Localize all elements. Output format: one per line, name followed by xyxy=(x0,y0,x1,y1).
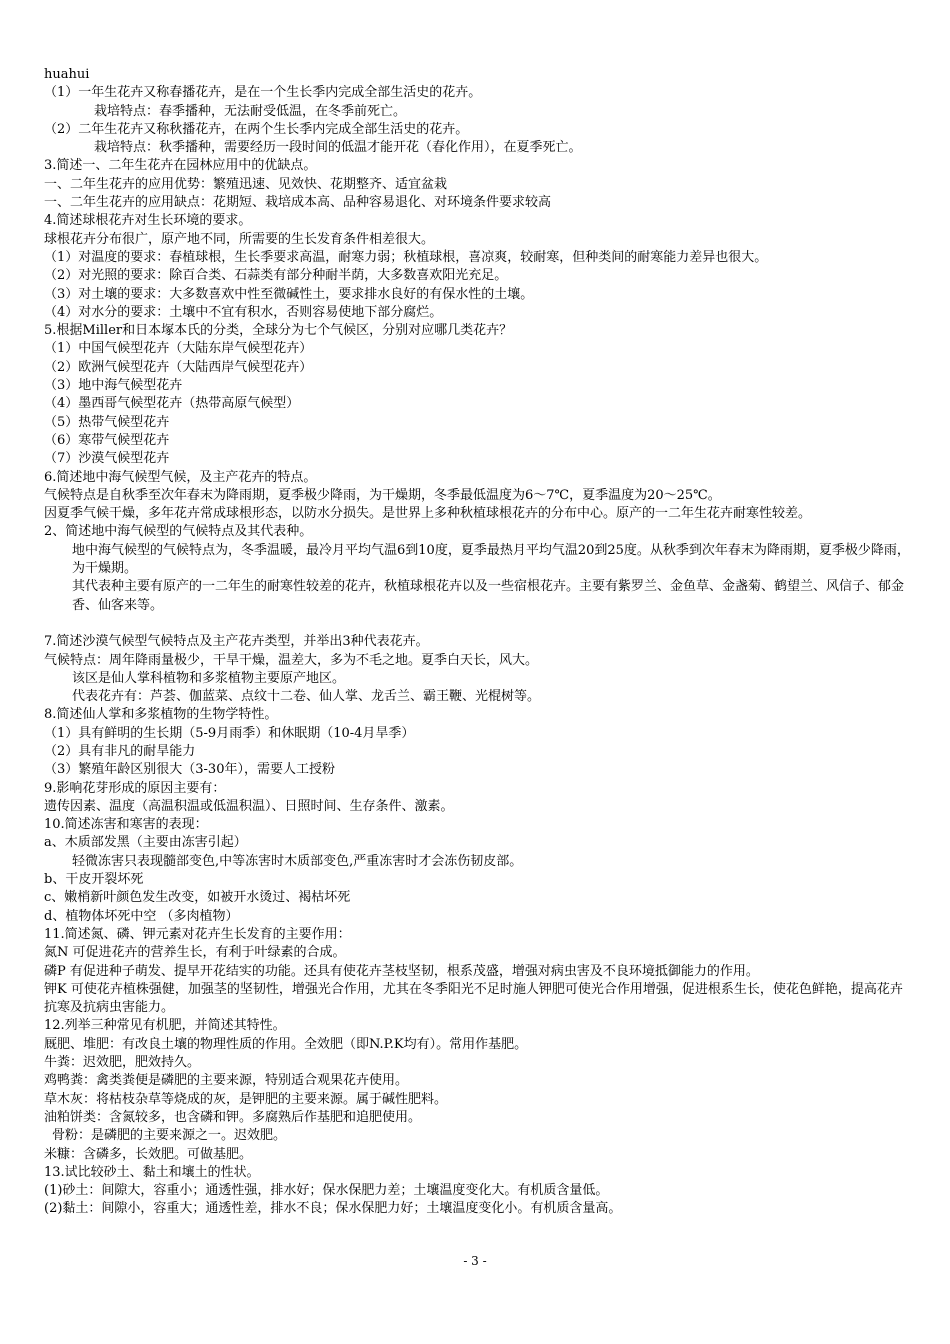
text-line: 遗传因素、温度（高温积温或低温积温）、日照时间、生存条件、激素。 xyxy=(44,798,454,814)
text-line: 氮N 可促进花卉的营养生长，有利于叶绿素的合成。 xyxy=(44,945,346,961)
text-line: （4）对水分的要求：土壤中不宜有积水，否则容易使地下部分腐烂。 xyxy=(44,304,443,320)
text-line: 栽培特点：秋季播种，需要经历一段时间的低温才能开花（春化作用），在夏季死亡。 xyxy=(94,140,582,156)
text-line: 该区是仙人掌科植物和多浆植物主要原产地区。 xyxy=(72,670,346,686)
text-line: (2)黏土：间隙小，容重大；通透性差，排水不良；保水保肥力好；土壤温度变化小。有机质含量高。 xyxy=(44,1201,622,1217)
text-line: 米糠：含磷多，长效肥。可做基肥。 xyxy=(44,1146,253,1162)
list-item: （2）具有非凡的耐旱能力 xyxy=(44,743,196,759)
text-line: 一、二年生花卉的应用缺点：花期短、栽培成本高、品种容易退化、对环境条件要求较高 xyxy=(44,195,552,211)
text-line: 因夏季气候干燥，多年花卉常成球根形态，以防水分损失。是世界上多种秋植球根花卉的分布中心。原产的一二年生花卉耐寒性较差。 xyxy=(44,506,812,522)
section-heading: 10.简述冻害和寒害的表现： xyxy=(44,817,208,833)
list-item: （2）欧洲气候型花卉（大陆西岸气候型花卉） xyxy=(44,359,313,375)
list-item: b、干皮开裂坏死 xyxy=(44,872,144,888)
section-heading: 8.简述仙人掌和多浆植物的生物学特性。 xyxy=(44,707,278,723)
text-line: 气候特点是自秋季至次年春末为降雨期，夏季极少降雨，为干燥期，冬季最低温度为6～7℃，夏季温度为20～25℃。 xyxy=(44,487,721,503)
text-line: （2）二年生花卉又称秋播花卉，在两个生长季内完成全部生活史的花卉。 xyxy=(44,121,469,137)
paragraph: 其代表种主要有原产的一二年生的耐寒性较差的花卉，秋植球根花卉以及一些宿根花卉。主要有紫罗兰、金鱼草、金盏菊、鹤望兰、风信子、郁金香、仙客来等。 xyxy=(72,579,905,613)
section-heading: 5.根据Miller和日本塚本氏的分类，全球分为七个气候区，分别对应哪几类花卉？ xyxy=(44,323,513,339)
section-heading: 12.列举三种常见有机肥，并简述其特性。 xyxy=(44,1018,286,1034)
list-item: c、嫩梢新叶颜色发生改变，如被开水烫过、褐枯坏死 xyxy=(44,890,351,906)
text-line: 轻微冻害只表现髓部变色,中等冻害时木质部变色,严重冻害时才会冻伤韧皮部。 xyxy=(72,853,523,869)
text-line: 栽培特点：春季播种，无法耐受低温，在冬季前死亡。 xyxy=(94,103,407,119)
text-line: （3）对土壤的要求：大多数喜欢中性至微碱性土，要求排水良好的有保水性的土壤。 xyxy=(44,286,534,302)
list-item: （1）中国气候型花卉（大陆东岸气候型花卉） xyxy=(44,341,313,357)
text-line: 草木灰：将枯枝杂草等烧成的灰，是钾肥的主要来源。属于碱性肥料。 xyxy=(44,1091,448,1107)
section-heading: 3.简述一、二年生花卉在园林应用中的优缺点。 xyxy=(44,158,317,174)
list-item: （4）墨西哥气候型花卉（热带高原气候型） xyxy=(44,396,300,412)
section-heading: 13.试比较砂土、黏土和壤土的性状。 xyxy=(44,1164,260,1180)
text-line: （1）对温度的要求：春植球根，生长季要求高温，耐寒力弱；秋植球根，喜凉爽，较耐寒，但种类间的耐寒能力差异也很大。 xyxy=(44,249,768,265)
text-line: 代表花卉有：芦荟、伽蓝菜、点纹十二卷、仙人掌、龙舌兰、霸王鞭、光棍树等。 xyxy=(72,689,541,705)
document-body xyxy=(44,66,914,1219)
text-line: 牛粪：迟效肥，肥效持久。 xyxy=(44,1055,201,1071)
doc-header: huahui xyxy=(44,67,90,82)
page-number: - 3 - xyxy=(463,1254,487,1268)
section-heading: 9.影响花芽形成的原因主要有： xyxy=(44,780,226,796)
list-item: （3）地中海气候型花卉 xyxy=(44,378,183,394)
list-item: a、木质部发黑（主要由冻害引起） xyxy=(44,835,247,851)
section-heading: 7.简述沙漠气候型气候特点及主产花卉类型，并举出3种代表花卉。 xyxy=(44,634,429,650)
list-item: （5）热带气候型花卉 xyxy=(44,414,170,430)
text-line: 磷P 有促进种子萌发、提早开花结实的功能。还具有使花卉茎枝坚韧，根系茂盛，增强对病虫害及不良环境抵御能力的作用。 xyxy=(44,963,759,979)
list-item: （1）具有鲜明的生长期（5-9月雨季）和休眠期（10-4月旱季） xyxy=(44,725,415,741)
paragraph: 地中海气候型的气候特点为，冬季温暖，最冷月平均气温6到10度，夏季最热月平均气温20到25度。从秋季到次年春末为降雨期，夏季极少降雨，为干燥期。 xyxy=(72,542,910,577)
text-line: 气候特点：周年降雨量极少，干旱干燥，温差大，多为不毛之地。夏季白天长，风大。 xyxy=(44,652,539,668)
text-line: 一、二年生花卉的应用优势：繁殖迅速、见效快、花期整齐、适宜盆栽 xyxy=(44,176,448,192)
paragraph: 钾K 可使花卉植株强健，加强茎的坚韧性，增强光合作用，尤其在冬季阳光不足时施人钾肥可使光合作用增强，促进根系生长，使花色鲜艳，提高花卉抗寒及抗病虫害能力。 xyxy=(44,981,903,1016)
text-line: （1）一年生花卉又称春播花卉，是在一个生长季内完成全部生活史的花卉。 xyxy=(44,85,482,101)
list-item: （6）寒带气候型花卉 xyxy=(44,432,170,448)
section-heading: 11.简述氮、磷、钾元素对花卉生长发育的主要作用： xyxy=(44,926,351,942)
list-item: （3）繁殖年龄区别很大（3-30年），需要人工授粉 xyxy=(44,762,335,778)
section-heading: 2、简述地中海气候型的气候特点及其代表种。 xyxy=(44,524,313,540)
text-line: （2）对光照的要求：除百合类、石蒜类有部分种耐半荫，大多数喜欢阳光充足。 xyxy=(44,268,508,284)
list-item: d、植物体坏死中空 （多肉植物） xyxy=(44,908,239,924)
blank-line xyxy=(44,615,914,633)
text-line: 油粕饼类：含氮较多，也含磷和钾。多腐熟后作基肥和追肥使用。 xyxy=(44,1109,422,1125)
text-line: 厩肥、堆肥：有改良土壤的物理性质的作用。全效肥（即N.P.K均有）。常用作基肥。 xyxy=(44,1036,528,1052)
text-line: 鸡鸭粪：禽类粪便是磷肥的主要来源，特别适合观果花卉使用。 xyxy=(44,1073,409,1089)
text-line: (1)砂土：间隙大，容重小；通透性强，排水好；保水保肥力差；土壤温度变化大。有机质含量低。 xyxy=(44,1183,609,1199)
section-heading: 4.简述球根花卉对生长环境的要求。 xyxy=(44,213,252,229)
text-line: 骨粉：是磷肥的主要来源之一。迟效肥。 xyxy=(52,1128,287,1144)
section-heading: 6.简述地中海气候型气候，及主产花卉的特点。 xyxy=(44,469,317,485)
text-line: 球根花卉分布很广，原产地不同，所需要的生长发育条件相差很大。 xyxy=(44,231,435,247)
list-item: （7）沙漠气候型花卉 xyxy=(44,451,170,467)
